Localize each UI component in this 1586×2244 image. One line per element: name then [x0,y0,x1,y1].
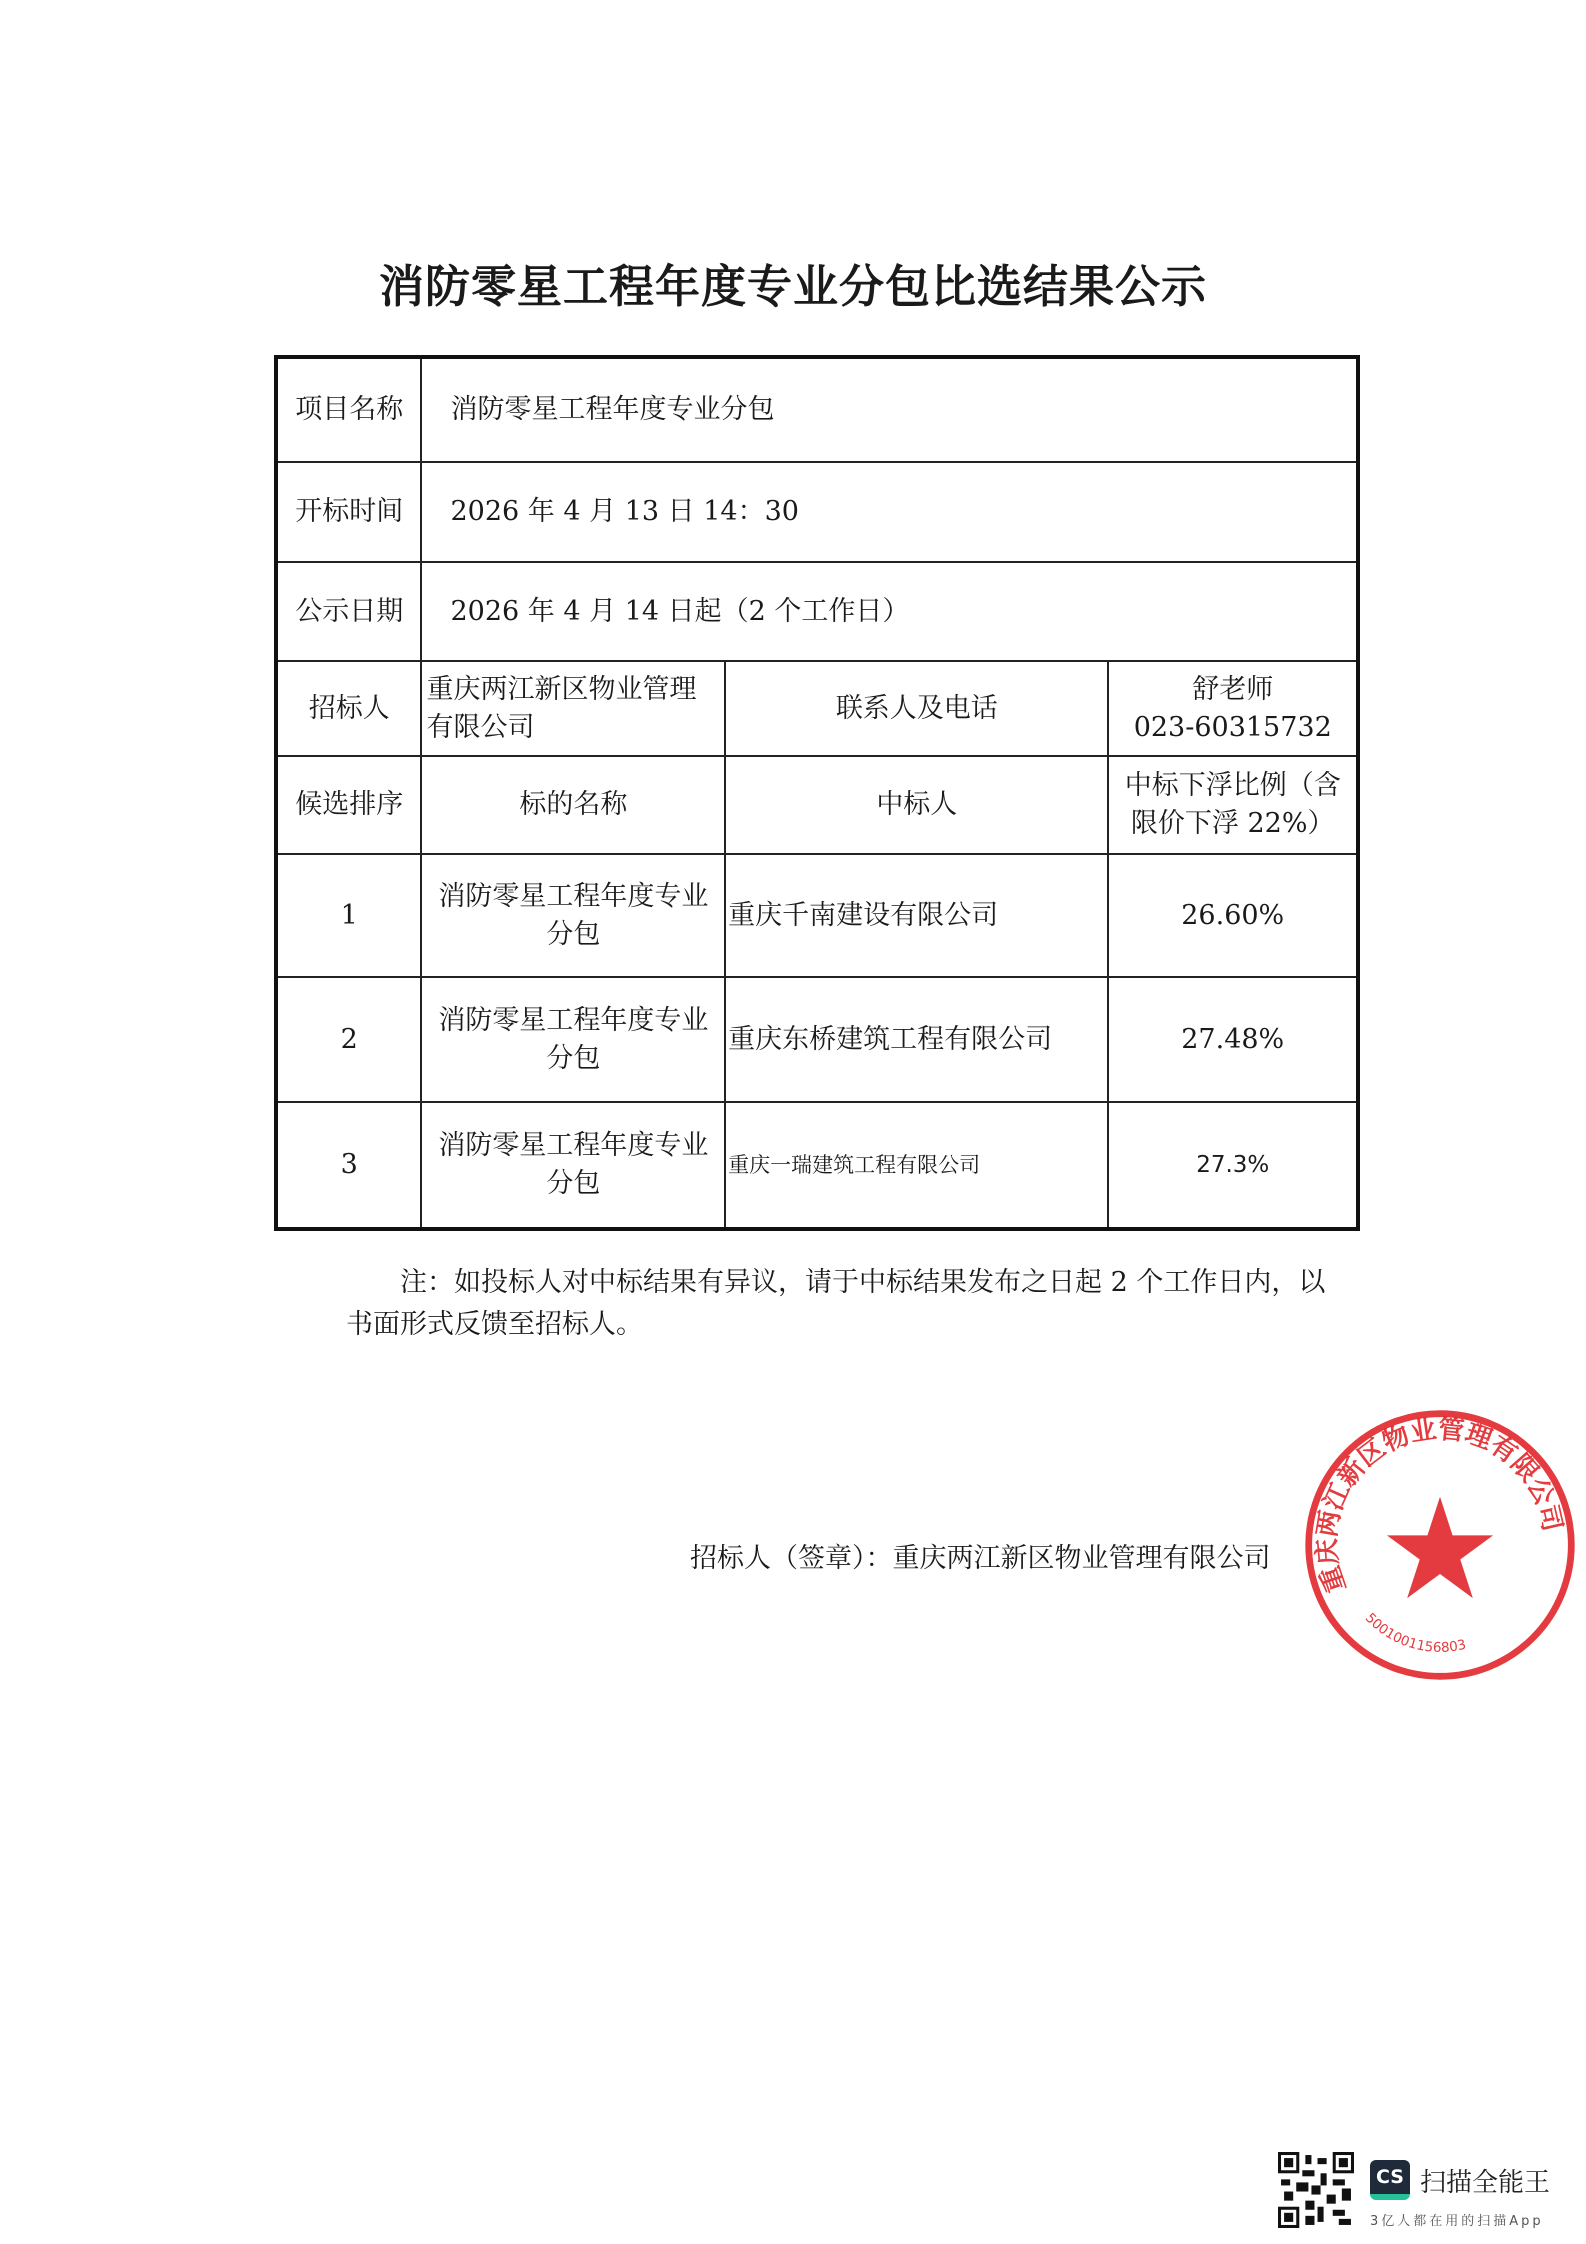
note-text: 注：如投标人对中标结果有异议，请于中标结果发布之日起 2 个工作日内，以书面形式反馈至招标人。 [346,1267,1326,1340]
table-row [276,854,1358,977]
table-header-row [276,756,1358,854]
tenderer-label: 招标人 [276,661,421,756]
rank: 1 [276,854,421,977]
signature-line: 招标人（签章）：重庆两江新区物业管理有限公司 [690,1543,1271,1574]
open-time-value: 2026 年 4 月 13 日 14：30 [421,462,1358,562]
item-name: 消防零星工程年度专业分包 [421,1102,725,1229]
bidder: 重庆千南建设有限公司 [725,854,1108,977]
rank: 3 [276,1102,421,1229]
document-title: 消防零星工程年度专业分包比选结果公示 [378,260,1207,313]
project-label: 项目名称 [276,357,421,462]
ratio: 27.3% [1108,1102,1358,1229]
contact-label: 联系人及电话 [725,661,1108,756]
brand-name: 扫描全能王 [1420,2168,1551,2198]
tenderer-value: 重庆两江新区物业管理有限公司 [421,661,725,756]
project-value: 消防零星工程年度专业分包 [421,357,1358,462]
result-table [274,355,1360,1231]
item-name: 消防零星工程年度专业分包 [421,977,725,1102]
table-row [276,1102,1358,1229]
seal-code: 5001001156803 [1361,1610,1468,1656]
scanner-watermark [1278,2152,1578,2232]
bidder: 重庆一瑞建筑工程有限公司 [725,1102,1108,1229]
rank: 2 [276,977,421,1102]
seal-text: 重庆两江新区物业管理有限公司 [1312,1414,1568,1597]
tenderer-row [276,661,1358,756]
brand-slogan: 3亿人都在用的扫描App [1370,2214,1544,2229]
company-seal-stamp [1300,1405,1580,1685]
ratio: 26.60% [1108,854,1358,977]
svg-text:5001001156803 [1362,1610,1468,1656]
camscanner-logo-icon: CS [1370,2160,1410,2200]
contact-phone: 023-60315732 [1133,711,1332,743]
notice-date-value: 2026 年 4 月 14 日起（2 个工作日） [421,562,1358,661]
notice-date-label: 公示日期 [276,562,421,661]
header-ratio: 中标下浮比例（含限价下浮 22%） [1108,756,1358,854]
ratio: 27.48% [1108,977,1358,1102]
table-row [276,977,1358,1102]
open-time-row [276,462,1358,562]
header-rank: 候选排序 [276,756,421,854]
contact-value [1108,661,1358,756]
contact-name: 舒老师 [1192,673,1274,705]
open-time-label: 开标时间 [276,462,421,562]
project-row [276,357,1358,462]
bidder: 重庆东桥建筑工程有限公司 [725,977,1108,1102]
notice-date-row [276,562,1358,661]
header-item: 标的名称 [421,756,725,854]
item-name: 消防零星工程年度专业分包 [421,854,725,977]
header-bidder: 中标人 [725,756,1108,854]
qr-code-icon [1278,2152,1354,2228]
